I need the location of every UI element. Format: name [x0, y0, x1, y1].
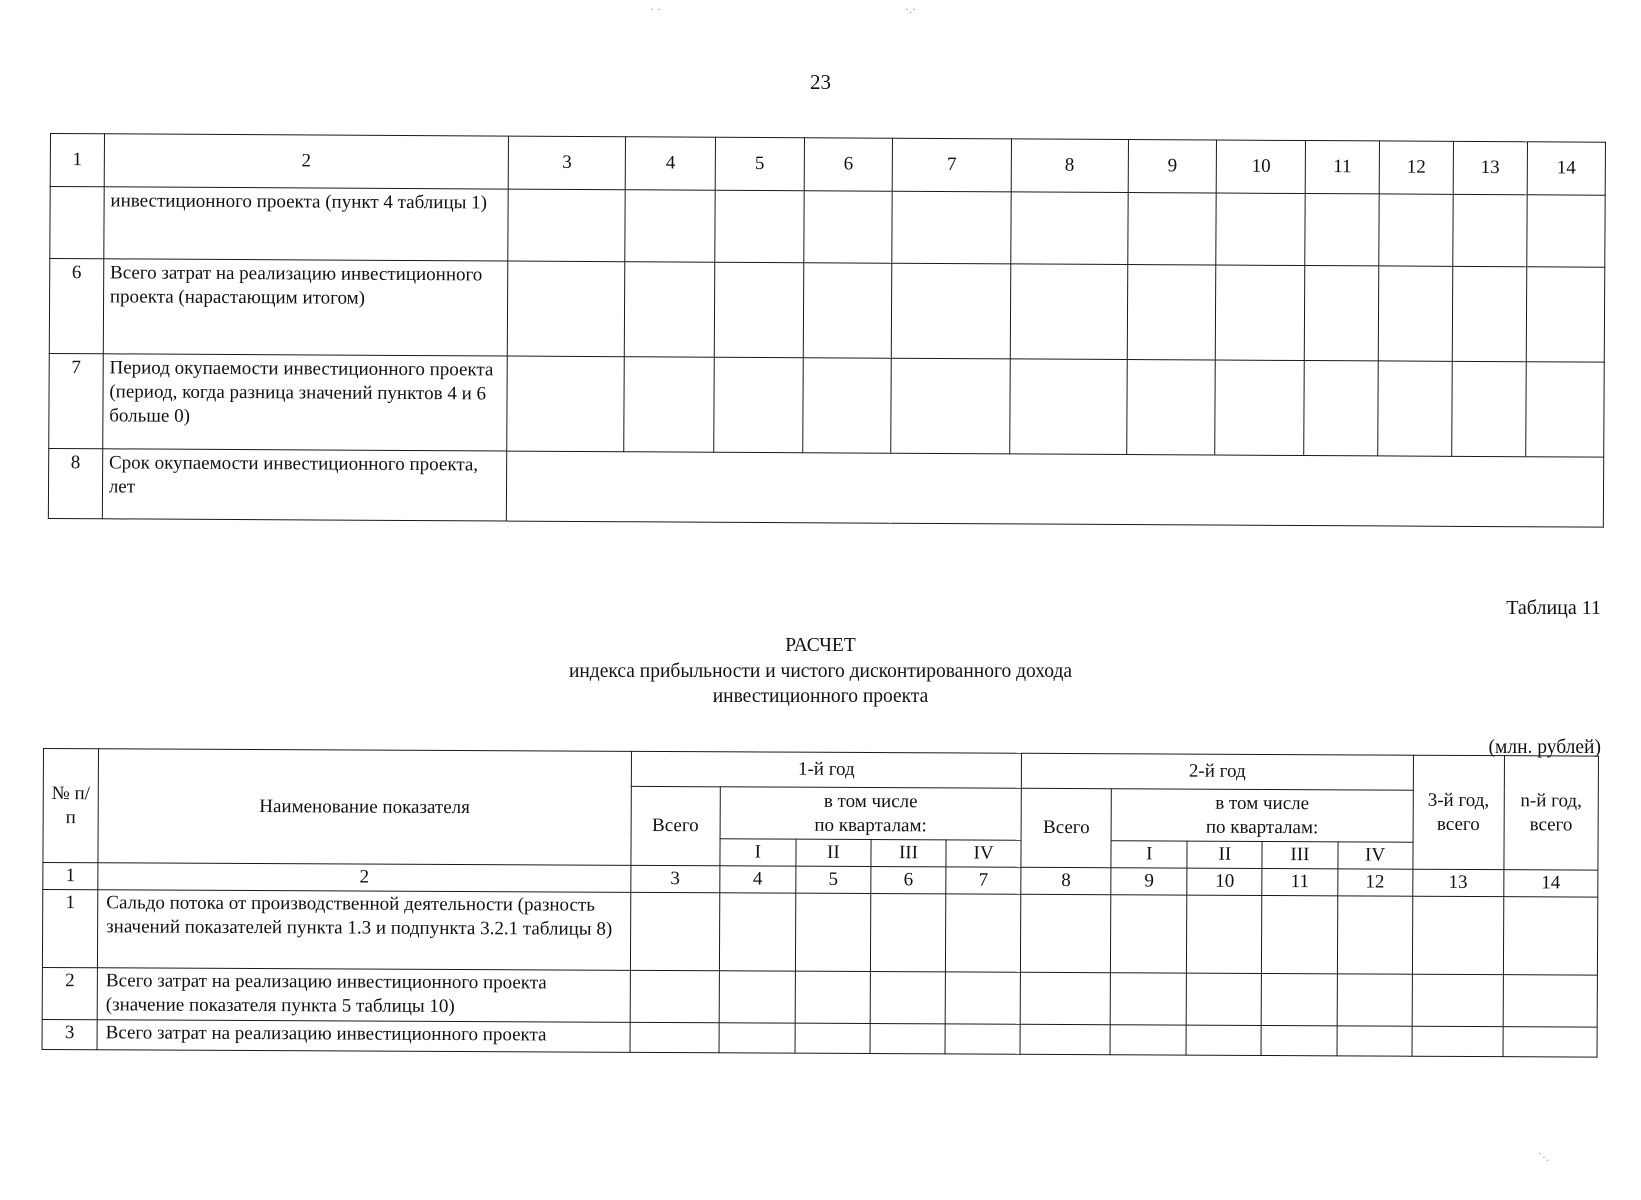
scan-artifact: · ·	[650, 2, 661, 16]
column-number: 5	[796, 866, 871, 893]
column-number: 2	[98, 863, 631, 893]
row-number: 2	[42, 967, 97, 1019]
quarter-header: III	[871, 840, 946, 867]
quarter-header: I	[720, 839, 796, 866]
row-name: инвестиционного проекта (пункт 4 таблицы 1)	[104, 187, 509, 261]
column-number: 9	[1128, 140, 1217, 193]
column-number: 10	[1187, 868, 1262, 895]
column-number: 12	[1379, 141, 1453, 194]
num-column-header: № п/п	[43, 749, 99, 863]
year1-header: 1-й год	[631, 751, 1022, 788]
column-number: 6	[871, 867, 946, 894]
row-name: Всего затрат на реализацию инвестиционного проекта (значение показателя пункта 5 таблицы 10)	[97, 968, 630, 1023]
row-number	[50, 187, 104, 259]
name-column-header: Наименование показателя	[98, 749, 631, 866]
row-number: 8	[48, 448, 102, 518]
scan-artifact: ·.·	[905, 2, 916, 16]
column-number: 3	[631, 865, 720, 892]
column-number: 9	[1111, 868, 1187, 895]
row-number: 1	[42, 890, 97, 968]
title-line: РАСЧЕТ	[785, 635, 856, 656]
header-row	[43, 749, 1598, 792]
quarters-caption: в том числе	[823, 790, 918, 813]
row-name: Сальдо потока от производственной деятельности (разность значений показателей пункта 1.3 и подпункта 3.2.1 таблицы 8)	[97, 890, 630, 971]
table-row	[42, 967, 1597, 1027]
year1-quarters-header	[720, 787, 1022, 840]
page-number: 23	[810, 70, 831, 94]
quarter-header: III	[1262, 841, 1337, 868]
quarter-header: I	[1111, 841, 1187, 868]
column-number: 8	[1021, 867, 1111, 894]
column-number: 3	[508, 136, 625, 190]
table-row	[42, 1019, 1597, 1057]
column-number: 13	[1453, 141, 1527, 194]
column-number: 7	[946, 867, 1021, 894]
column-number: 1	[50, 134, 104, 187]
title-line: индекса прибыльности и чистого дисконтированного дохода	[568, 660, 1073, 682]
quarter-header: II	[796, 839, 871, 866]
column-number: 12	[1337, 869, 1412, 896]
column-number: 11	[1262, 868, 1337, 895]
column-number: 13	[1412, 869, 1503, 896]
row-name: Срок окупаемости инвестиционного проекта, лет	[102, 449, 507, 521]
year2-header: 2-й год	[1021, 753, 1413, 790]
row-number: 6	[49, 259, 103, 354]
column-number: 2	[104, 134, 509, 189]
year2-quarters-header	[1111, 789, 1413, 842]
column-number-row	[50, 134, 1605, 196]
column-number: 6	[804, 138, 893, 191]
row-number: 3	[42, 1019, 97, 1049]
column-number: 10	[1217, 140, 1306, 193]
table-row	[42, 890, 1597, 976]
continuation-table	[48, 133, 1606, 528]
table-row	[48, 448, 1603, 527]
year1-total-header: Всего	[631, 786, 720, 865]
yearn-header: n-й год, всего	[1504, 756, 1599, 870]
quarters-caption: в том числе	[1215, 792, 1310, 814]
column-number: 5	[715, 137, 804, 190]
quarter-header: IV	[946, 840, 1021, 867]
column-number: 1	[43, 863, 98, 890]
column-number: 4	[626, 137, 716, 191]
row-name: Всего затрат на реализацию инвестиционного проекта (нарастающим итогом)	[103, 259, 508, 356]
table-title	[0, 633, 1641, 710]
row-name: Период окупаемости инвестиционного проекта (период, когда разница значений пунктов 4 и 6 больше 0)	[103, 354, 508, 451]
quarter-header: II	[1187, 841, 1262, 868]
column-number: 7	[893, 138, 1012, 192]
column-number: 14	[1504, 870, 1598, 897]
column-number: 8	[1011, 139, 1128, 193]
row-number: 7	[49, 353, 103, 448]
column-number: 4	[720, 866, 796, 893]
table-row	[49, 353, 1605, 457]
quarter-header: IV	[1337, 842, 1412, 869]
scan-artifact: `·.	[1538, 1150, 1549, 1164]
unit-label: (млн. рублей)	[1488, 737, 1601, 758]
quarters-caption: по кварталам:	[1205, 816, 1319, 838]
table-row	[49, 259, 1605, 363]
table-11	[42, 748, 1599, 1058]
column-number: 11	[1305, 141, 1379, 194]
year3-header: 3-й год, всего	[1413, 755, 1505, 869]
title-line: инвестиционного проекта	[712, 686, 929, 708]
row-name: Всего затрат на реализацию инвестиционного проекта	[97, 1020, 630, 1053]
table-label: Таблица 11	[1506, 597, 1601, 619]
table-row	[50, 187, 1605, 268]
quarters-caption: по кварталам:	[814, 814, 927, 836]
column-number: 14	[1527, 142, 1605, 195]
year2-total-header: Всего	[1021, 788, 1111, 867]
